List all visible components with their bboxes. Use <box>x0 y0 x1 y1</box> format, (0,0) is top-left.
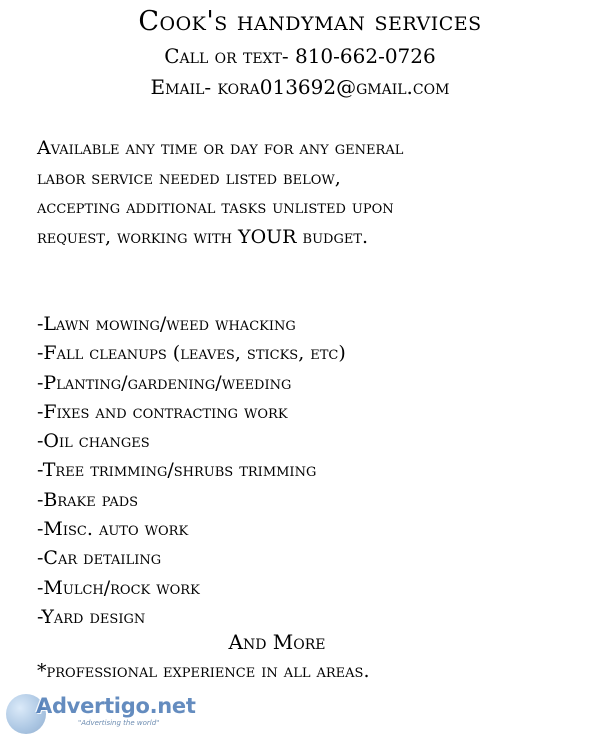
watermark-tagline: "Advertising the world" <box>78 719 160 727</box>
services-list <box>37 310 577 632</box>
intro-text: request, working with <box>37 225 239 248</box>
service-item: -Yard design <box>37 605 146 628</box>
and-more-text: And More <box>228 630 326 654</box>
service-item: -Brake pads <box>37 488 139 511</box>
intro-line-last <box>37 223 577 253</box>
flyer-title: Cook's handyman services <box>138 6 482 37</box>
intro-line: accepting additional tasks unlisted upon <box>37 196 394 218</box>
intro-line: Available any time or day for any general <box>37 137 404 159</box>
service-item: -Mulch/rock work <box>37 576 200 599</box>
intro-paragraph <box>37 134 577 252</box>
advertigo-watermark <box>6 690 196 736</box>
intro-text: budget. <box>296 225 369 248</box>
email-line: Email- kora013692@gmail.com <box>150 75 450 99</box>
service-item: -Fall cleanups (leaves, sticks, etc) <box>37 342 346 365</box>
service-item: -Fixes and contracting work <box>37 400 288 423</box>
emphasis-text: YOUR <box>238 225 297 248</box>
service-item: -Tree trimming/shrubs trimming <box>37 459 317 482</box>
phone-line: Call or text- 810-662-0726 <box>164 44 436 68</box>
service-item: -Oil changes <box>37 430 150 453</box>
service-item: -Lawn mowing/weed whacking <box>37 313 296 335</box>
service-item: -Car detailing <box>37 547 162 570</box>
intro-line: labor service needed listed below, <box>37 166 341 189</box>
experience-note: *professional experience in all areas. <box>37 660 370 682</box>
watermark-brand: Advertigo.net <box>36 694 196 718</box>
service-item: -Planting/gardening/weeding <box>37 371 292 394</box>
service-item: -Misc. auto work <box>37 518 189 541</box>
